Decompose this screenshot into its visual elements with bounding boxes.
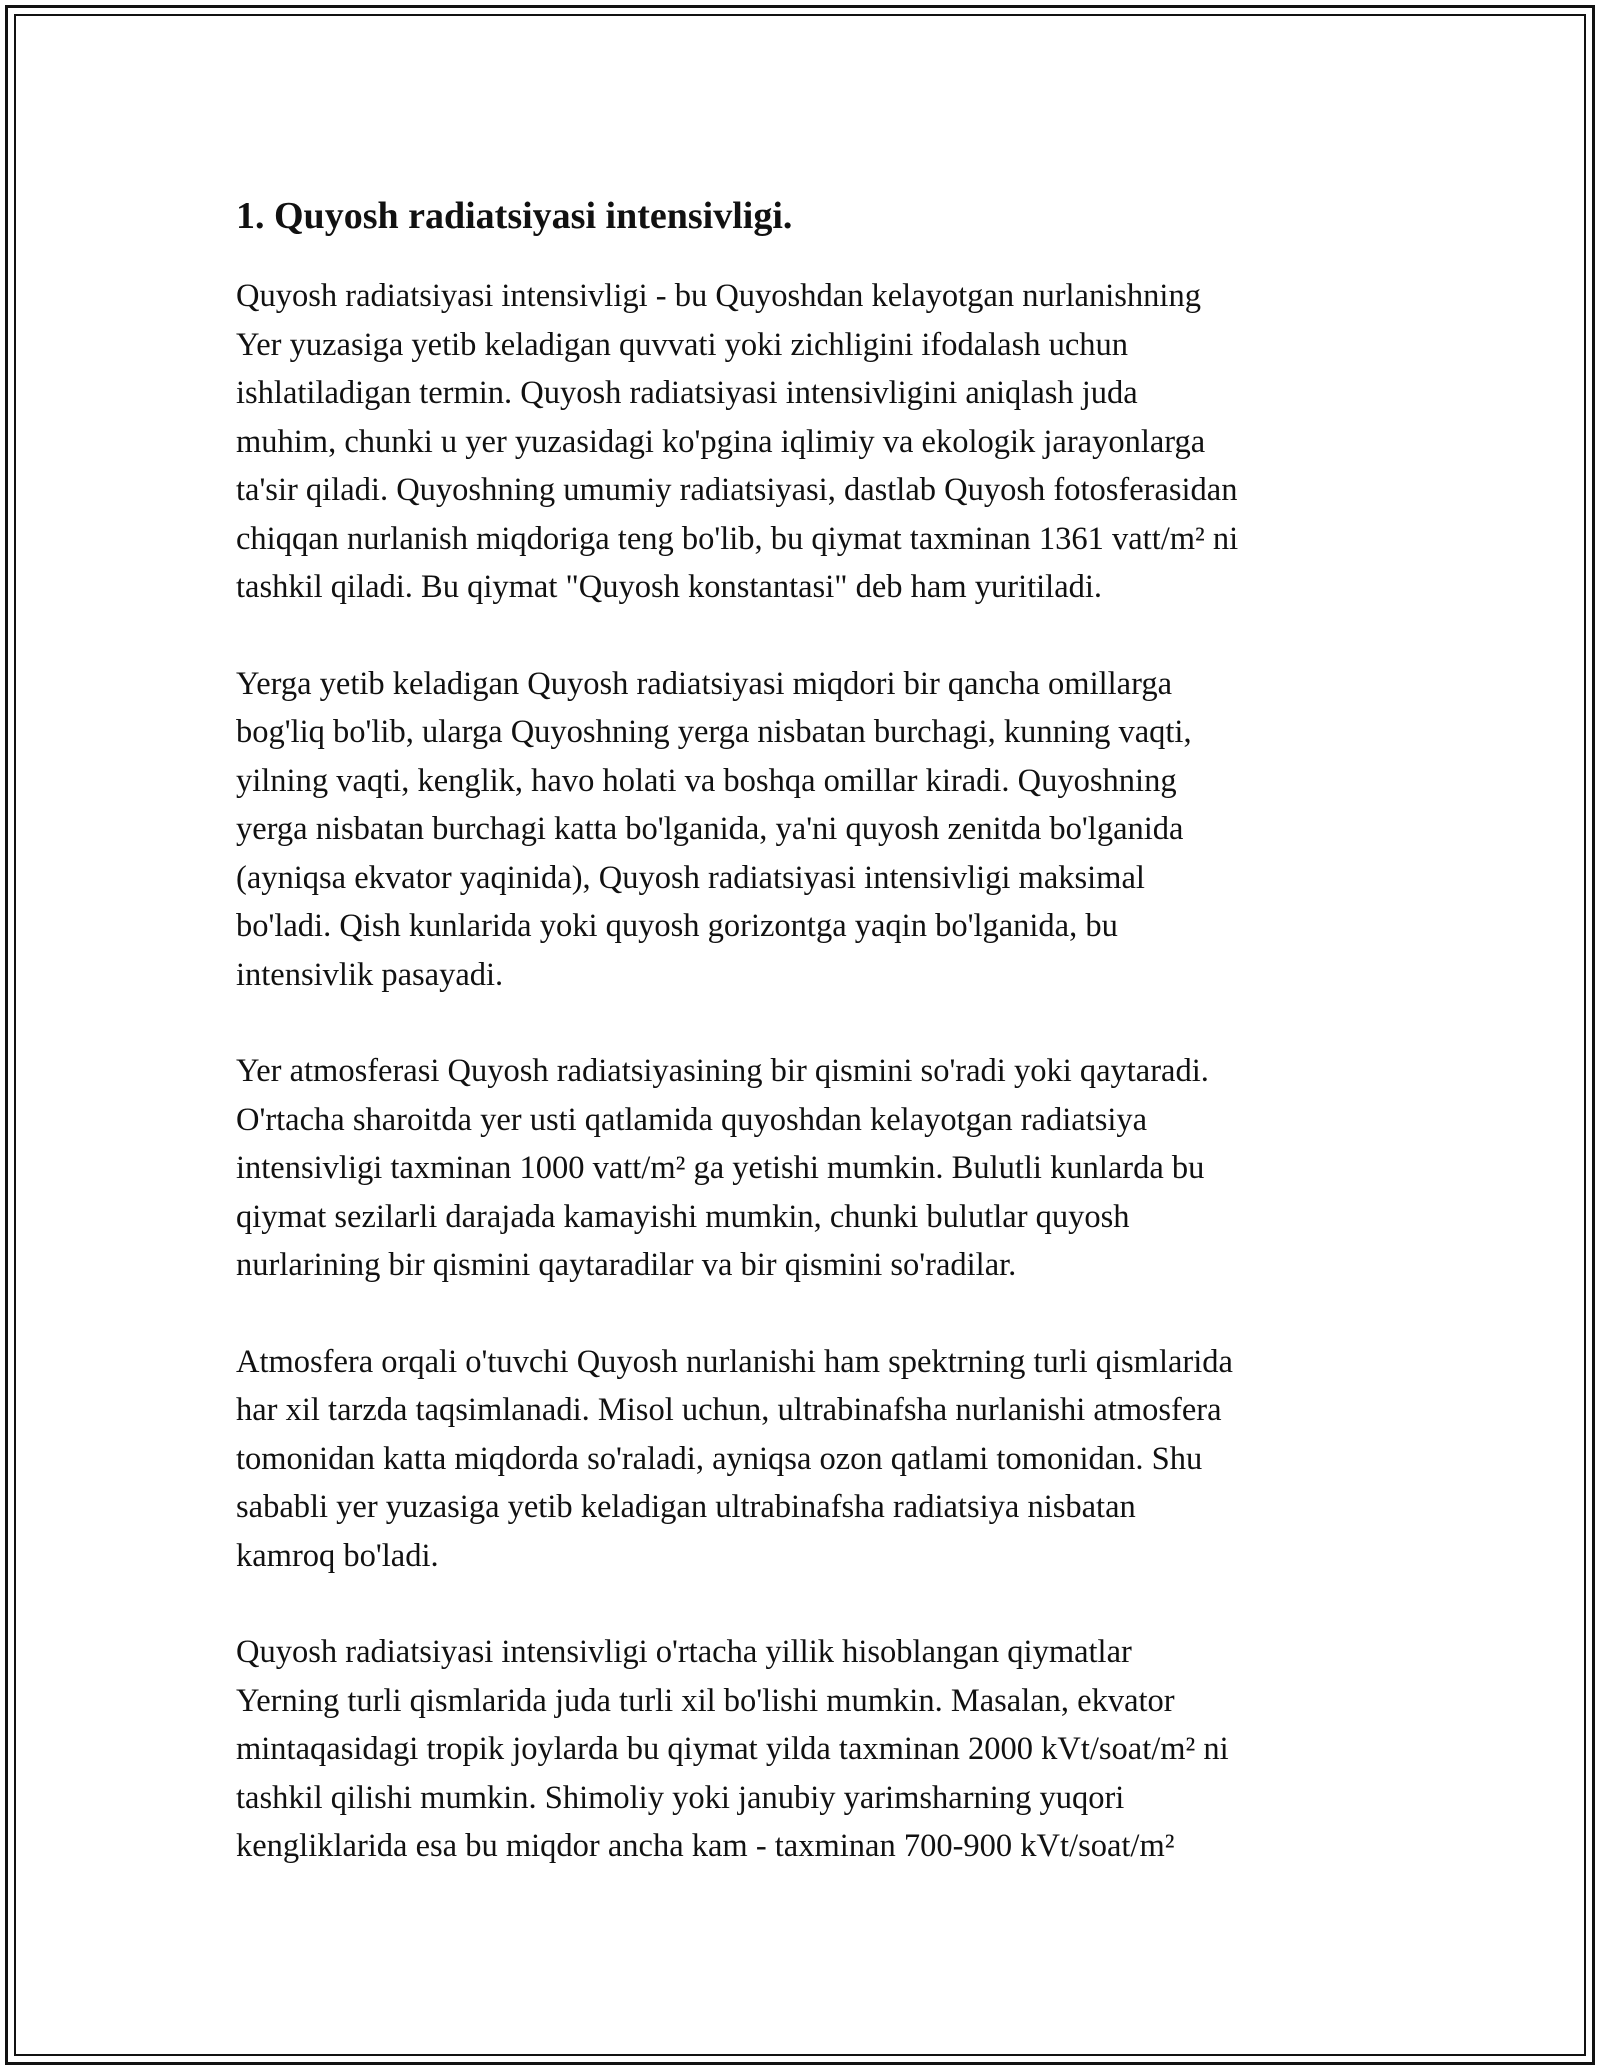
text-line: yilning vaqti, kenglik, havo holati va boshqa omillar kiradi. Quyoshning <box>236 762 1177 799</box>
paragraph-3 <box>236 1047 1376 1290</box>
text-line: tashkil qilishi mumkin. Shimoliy yoki janubiy yarimsharning yuqori <box>236 1779 1125 1816</box>
text-line: tomonidan katta miqdorda so'raladi, ayniqsa ozon qatlami tomonidan. Shu <box>236 1440 1203 1477</box>
text-line: intensivligi taxminan 1000 vatt/m² ga yetishi mumkin. Bulutli kunlarda bu <box>236 1150 1205 1186</box>
text-line: tashkil qiladi. Bu qiymat "Quyosh konstantasi" deb ham yuritiladi. <box>236 569 1103 605</box>
text-line: Atmosfera orqali o'tuvchi Quyosh nurlanishi ham spektrning turli qismlarida <box>236 1343 1233 1380</box>
text-line: kengliklarida esa bu miqdor ancha kam - taxminan 700-900 kVt/soat/m² <box>236 1828 1175 1864</box>
text-line: mintaqasidagi tropik joylarda bu qiymat yilda taxminan 2000 kVt/soat/m² ni <box>236 1731 1229 1767</box>
text-line: Yer atmosferasi Quyosh radiatsiyasining bir qismini so'radi yoki qaytaradi. <box>236 1053 1209 1089</box>
text-line: kamroq bo'ladi. <box>236 1537 439 1574</box>
paragraph-4 <box>236 1338 1376 1581</box>
text-line: bo'ladi. Qish kunlarida yoki quyosh gorizontga yaqin bo'lganida, bu <box>236 908 1118 944</box>
text-line: sababli yer yuzasiga yetib keladigan ultrabinafsha radiatsiya nisbatan <box>236 1489 1136 1525</box>
text-line: bog'liq bo'lib, ularga Quyoshning yerga nisbatan burchagi, kunning vaqti, <box>236 714 1192 750</box>
text-line: qiymat sezilarli darajada kamayishi mumkin, chunki bulutlar quyosh <box>236 1198 1130 1235</box>
paragraph-5 <box>236 1628 1376 1871</box>
text-line: intensivlik pasayadi. <box>236 956 504 993</box>
text-line: O'rtacha sharoitda yer usti qatlamida quyoshdan kelayotgan radiatsiya <box>236 1101 1148 1138</box>
text-line: yerga nisbatan burchagi katta bo'lganida, ya'ni quyosh zenitda bo'lganida <box>236 811 1184 847</box>
text-line: Yer yuzasiga yetib keladigan quvvati yoki zichligini ifodalash uchun <box>236 326 1129 363</box>
text-line: har xil tarzda taqsimlanadi. Misol uchun, ultrabinafsha nurlanishi atmosfera <box>236 1392 1222 1428</box>
text-line: muhim, chunki u yer yuzasidagi ko'pgina iqlimiy va ekologik jarayonlarga <box>236 423 1206 460</box>
paragraph-1 <box>236 272 1376 612</box>
text-line: Quyosh radiatsiyasi intensivligi - bu Quyoshdan kelayotgan nurlanishning <box>236 278 1201 314</box>
paragraph-2 <box>236 660 1376 1000</box>
text-line: chiqqan nurlanish miqdoriga teng bo'lib, bu qiymat taxminan 1361 vatt/m² ni <box>236 520 1239 557</box>
text-line: Yerga yetib keladigan Quyosh radiatsiyasi miqdori bir qancha omillarga <box>236 665 1172 702</box>
text-line: ishlatiladigan termin. Quyosh radiatsiyasi intensivligini aniqlash juda <box>236 375 1138 411</box>
text-line: ta'sir qiladi. Quyoshning umumiy radiatsiyasi, dastlab Quyosh fotosferasidan <box>236 472 1238 508</box>
text-line: (ayniqsa ekvator yaqinida), Quyosh radiatsiyasi intensivligi maksimal <box>236 859 1145 896</box>
document-body <box>236 190 1376 1919</box>
section-heading: 1. Quyosh radiatsiyasi intensivligi. <box>236 195 793 237</box>
text-line: Quyosh radiatsiyasi intensivligi o'rtacha yillik hisoblangan qiymatlar <box>236 1634 1132 1670</box>
text-line: Yerning turli qismlarida juda turli xil bo'lishi mumkin. Masalan, ekvator <box>236 1682 1175 1719</box>
text-line: nurlarining bir qismini qaytaradilar va bir qismini so'radilar. <box>236 1247 1017 1283</box>
